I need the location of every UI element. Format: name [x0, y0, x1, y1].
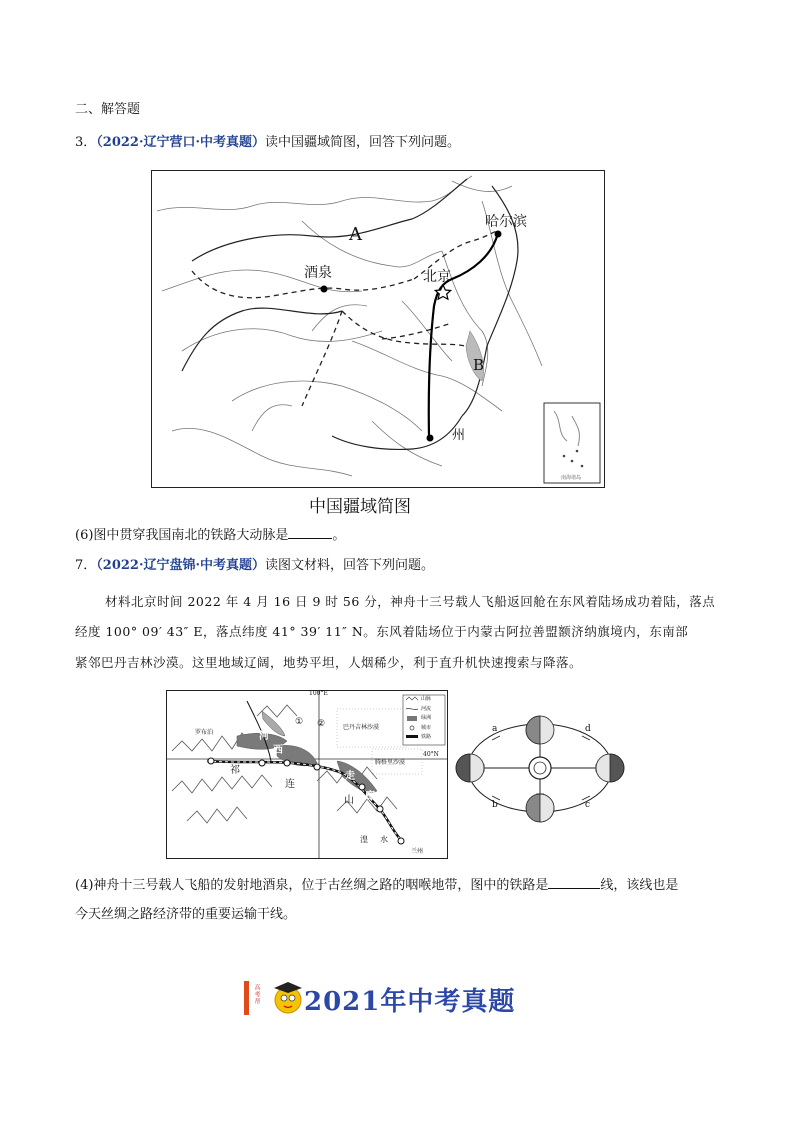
marker-2: ② — [317, 719, 326, 729]
marker-1: ① — [295, 717, 304, 727]
place-lop-nur: 罗布泊 — [195, 729, 214, 736]
desert-tengger: 腾格里沙漠 — [375, 759, 406, 766]
answer-blank[interactable] — [548, 876, 600, 889]
question-text: 读中国疆域简图，回答下列问题。 — [265, 135, 461, 150]
map-char-shui: 水 — [380, 835, 388, 844]
question-source: （2022·辽宁营口·中考真题） — [96, 135, 266, 150]
map-caption: 中国疆域简图 — [309, 497, 411, 517]
map-char-he: 河 — [259, 731, 269, 742]
question-3-sub-6 — [75, 526, 345, 545]
map-char-xi: 西 — [273, 745, 283, 756]
legend-item: 绿洲 — [421, 715, 432, 722]
orbit-label-b: b — [492, 800, 498, 810]
question-3-stem — [75, 134, 460, 152]
orbit-label-c: c — [585, 800, 591, 810]
legend-item: 铁路 — [421, 734, 432, 741]
legend-item: 城市 — [421, 724, 432, 731]
question-number: 7． — [75, 558, 97, 573]
section-banner-title: 2021年中考真题 — [304, 987, 516, 1017]
lat-label: 40°N — [423, 751, 439, 758]
question-7-stem — [75, 557, 434, 575]
earth-orbit-diagram — [452, 700, 630, 830]
map-char-zou: 走 — [345, 771, 355, 782]
map-char-lang: 廊 — [365, 791, 375, 802]
orbit-label-d: d — [585, 724, 591, 734]
map-char-shan: 山 — [344, 795, 354, 806]
question-7-sub-4 — [75, 876, 678, 895]
sub-question-text: (4)神舟十三号载人飞船的发射地酒泉，位于古丝绸之路的咽喉地带，图中的铁路是 — [75, 878, 549, 893]
legend-item: 河流 — [421, 705, 432, 712]
desert-badain-jaran: 巴丹吉林沙漠 — [343, 724, 380, 731]
sub-question-end: 。 — [332, 528, 346, 543]
inset-label: 南海诸岛 — [561, 475, 582, 481]
question-number: 3． — [75, 135, 97, 150]
section-heading: 二、解答题 — [75, 102, 141, 117]
logo-text: 高考帮 — [253, 984, 260, 1005]
map-char-qi: 祁 — [230, 765, 240, 776]
question-text: 读图文材料，回答下列问题。 — [265, 558, 435, 573]
map-legend — [421, 695, 431, 743]
region-b-label: B — [473, 356, 485, 374]
china-territory-map — [151, 170, 605, 488]
city-beijing: 北京 — [423, 269, 451, 285]
material-line-2: 经度 100° 09′ 43″ E，落点纬度 41° 39′ 11″ N。东风着陆场位于内蒙古阿拉善盟额济纳旗境内，东南部 — [75, 624, 689, 639]
map-char-huang: 湟 — [360, 835, 368, 844]
city-harbin: 哈尔滨 — [485, 214, 527, 230]
sub-question-text: (6)图中贯穿我国南北的铁路大动脉是 — [75, 528, 289, 543]
material-line-3: 紧邻巴丹吉林沙漠。这里地域辽阔，地势平坦，人烟稀少，利于直升机快速搜索与降落。 — [75, 655, 583, 670]
hexi-corridor-map — [166, 690, 448, 859]
question-7-sub-4-line2: 今天丝绸之路经济带的重要运输干线。 — [75, 907, 297, 922]
material-line-1: 材料北京时间 2022 年 4 月 16 日 9 时 56 分，神舟十三号载人飞船返回舱在东风着陆场成功着陆，落点 — [105, 594, 716, 609]
orbit-label-a: a — [492, 724, 498, 734]
map-char-lian: 连 — [285, 779, 295, 790]
lon-label: 100°E — [309, 690, 328, 697]
question-source: （2022·辽宁盘锦·中考真题） — [96, 558, 266, 573]
city-jiuquan: 酒泉 — [304, 265, 332, 281]
answer-blank[interactable] — [288, 526, 332, 539]
city-guangzhou: 州 — [452, 428, 466, 443]
city-lanzhou: 兰州 — [411, 848, 424, 855]
legend-item: 山脉 — [421, 696, 432, 702]
sub-question-text-cont: 线，该线也是 — [600, 878, 679, 893]
region-a-label: A — [349, 224, 362, 245]
